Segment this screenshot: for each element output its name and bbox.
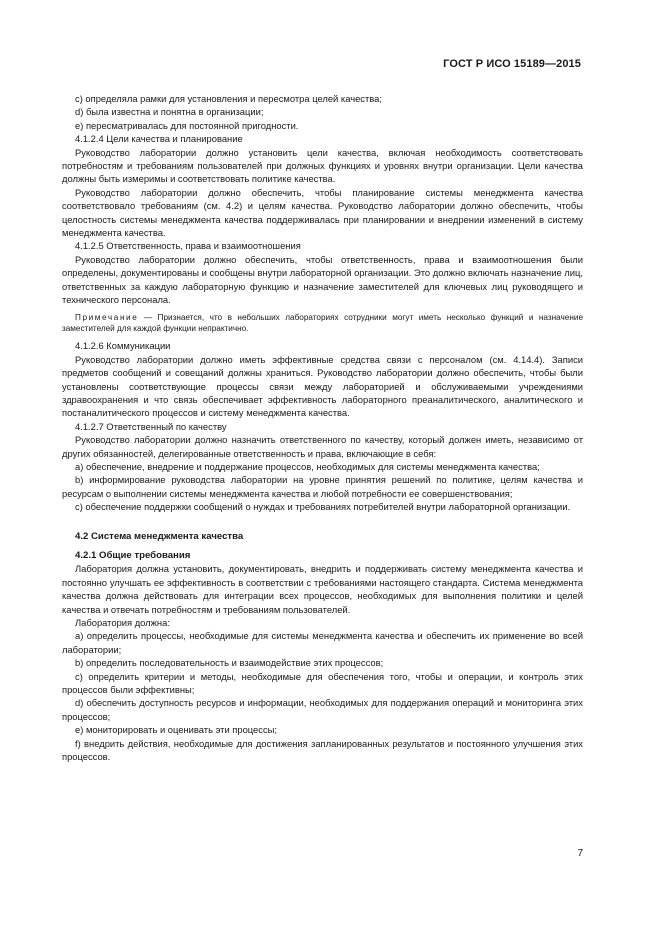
paragraph: e) пересматривалась для постоянной пригодности. <box>75 119 299 131</box>
clause-heading: 4.1.2.4 Цели качества и планирование <box>75 133 243 145</box>
paragraph: Лаборатория должна установить, документировать, внедрить и поддерживать систему менеджмента качества и постоянно улучшать ее эффективность в соответствии с требованиями настоящего стандарта. Система менеджмента качества должна действовать для интеграции всех процессов, необходимых для выполнения политики и целей качества и отвечать потребностям и требованиям пользователей. <box>62 563 583 615</box>
document-header: ГОСТ Р ИСО 15189—2015 <box>443 58 581 70</box>
clause-heading: 4.1.2.6 Коммуникации <box>75 340 171 352</box>
list-item: d) обеспечить доступность ресурсов и информации, необходимых для поддержания операций и мониторинга этих процессов; <box>62 697 583 722</box>
subsection-heading: 4.2.1 Общие требования <box>75 550 191 561</box>
page-number: 7 <box>577 848 583 859</box>
paragraph: Руководство лаборатории должно назначить ответственного по качеству, который должен иметь, независимо от других обязанностей, делегированные ответственность и права, включающие в себя: <box>62 434 583 459</box>
list-item: a) определить процессы, необходимые для системы менеджмента качества и обеспечить их применение во всей лаборатории; <box>62 630 583 655</box>
paragraph: Руководство лаборатории должно установить цели качества, включая необходимость соответствовать потребностям и требованиям пользователей при должных функциях и уровнях внутри организации. Цели качества должны быть измеримы и соответствовать политике качества. <box>62 146 583 185</box>
note-text: — Признается, что в небольших лабораториях сотрудники могут иметь несколько функций и назначение заместителей для каждой функции непрактично. <box>62 312 583 333</box>
clause-heading: 4.1.2.7 Ответственный по качеству <box>75 420 227 432</box>
paragraph: Руководство лаборатории должно иметь эффективные средства связи с персоналом (см. 4.14.4). Записи предметов сообщений и совещаний должны храниться. Руководство лаборатории должно обеспечить, чтобы были установлены соответствующие процессы связи между лабораторией и обслуживаемыми учреждениями здравоохранения и что связь обеспечивает эффективность лабораторного преаналитического, аналитического и постаналитического процессов и систему менеджмента качества. <box>62 353 583 419</box>
clause-heading: 4.1.2.5 Ответственность, права и взаимоотношения <box>75 240 301 252</box>
list-item: b) информирование руководства лаборатории на уровне принятия решений по политике, целям качества и ресурсам о выполнении системы менеджмента качества и любой потребности ее совершенствования; <box>62 474 583 499</box>
list-item: e) мониторировать и оценивать эти процессы; <box>75 724 277 736</box>
note <box>62 312 583 335</box>
list-item: f) внедрить действия, необходимые для достижения запланированных результатов и постоянного улучшения этих процессов. <box>62 737 583 763</box>
list-item: b) определить последовательность и взаимодействие этих процессов; <box>75 657 384 669</box>
paragraph: Руководство лаборатории должно обеспечить, чтобы ответственность, права и взаимоотношения были определены, документированы и сообщены внутри лабораторной организации. Это должно включать назначение лиц, ответственных за каждую лабораторную функцию и назначение заместителей для ключевых лиц руководящего и технического персонала. <box>62 253 583 306</box>
paragraph: Лаборатория должна: <box>75 617 170 629</box>
paragraph: c) определяла рамки для установления и пересмотра целей качества; <box>75 93 382 104</box>
paragraph: Руководство лаборатории должно обеспечить, чтобы планирование системы менеджмента качества соответствовало требованиям (см. 4.2) и целям качества. Руководство лаборатории должно обеспечить, чтобы целостность системы менеджмента качества поддерживалась при планировании и внедрении изменений в систему менеджмента качества. <box>62 186 583 239</box>
section-heading: 4.2 Система менеджмента качества <box>75 530 244 542</box>
note-label: Примечание <box>75 312 139 322</box>
document-body <box>62 92 583 764</box>
list-item: a) обеспечение, внедрение и поддержание процессов, необходимых для системы менеджмента качества; <box>75 460 540 472</box>
paragraph: d) была известна и понятна в организации; <box>75 106 264 118</box>
list-item: c) определить критерии и методы, необходимые для обеспечения того, чтобы и операции, и контроль этих процессов были эффективны; <box>62 670 583 696</box>
list-item: c) обеспечение поддержки сообщений о нуждах и требованиях потребителей внутри лабораторной организации. <box>75 501 571 513</box>
